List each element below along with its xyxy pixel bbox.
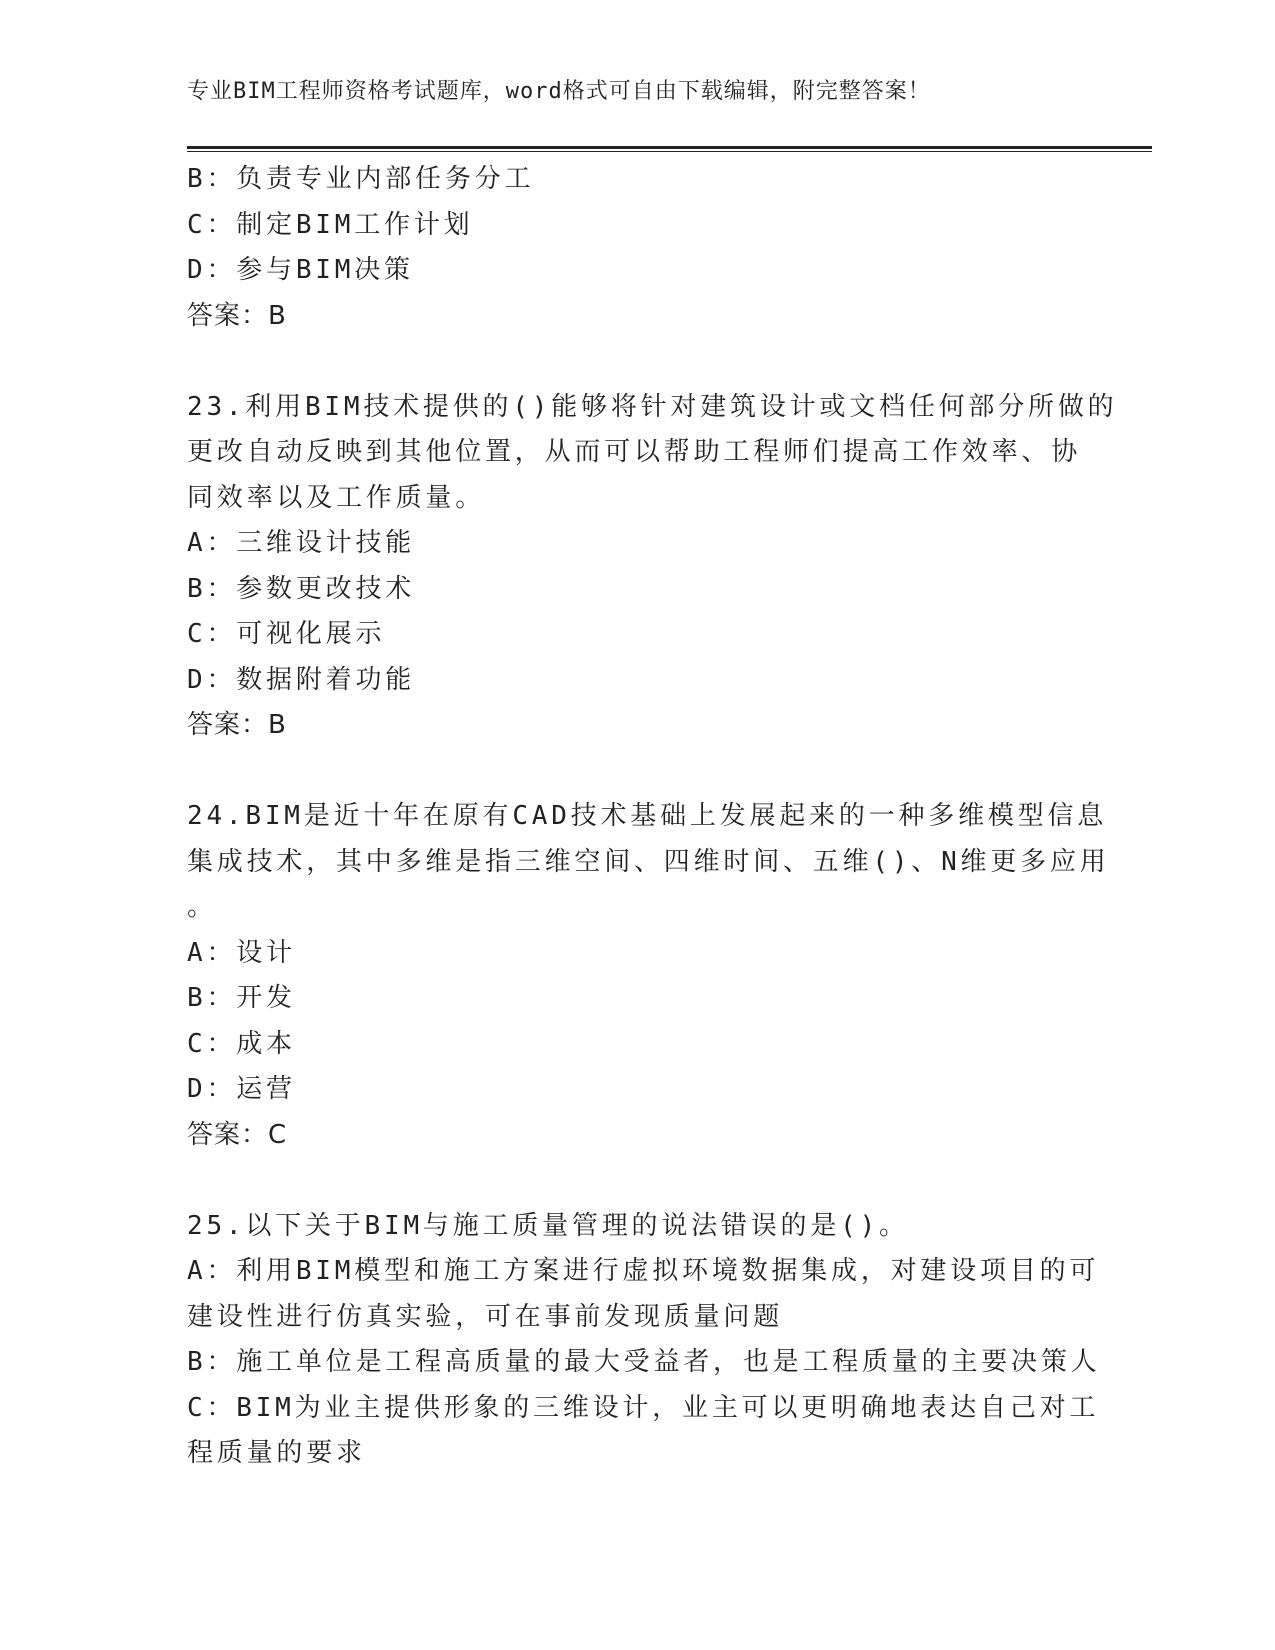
previous-question-tail [187, 157, 1087, 339]
option-d: D：数据附着功能 [187, 664, 416, 695]
option-c: C：制定BIM工作计划 [187, 209, 474, 240]
question-stem-line: 23.利用BIM技术提供的()能够将针对建筑设计或文档任何部分所做的 [187, 391, 1118, 422]
option-c: C：可视化展示 [187, 619, 386, 649]
option-c-continued: 程质量的要求 [187, 1438, 366, 1468]
question-stem-line: 25.以下关于BIM与施工质量管理的说法错误的是()。 [187, 1210, 909, 1241]
question-spacer [187, 339, 1087, 385]
answer-line: 答案：B [187, 300, 287, 331]
answer-line: 答案：B [187, 710, 287, 740]
question-24 [187, 794, 1110, 1158]
question-25 [187, 1204, 1101, 1477]
header-rule-thin [187, 151, 1152, 152]
question-spacer [187, 749, 1087, 795]
option-b: B：负责专业内部任务分工 [187, 164, 535, 194]
question-23 [187, 385, 1118, 749]
question-spacer [187, 1158, 1087, 1204]
option-a: A：设计 [187, 937, 296, 968]
question-stem-line: 集成技术，其中多维是指三维空间、四维时间、五维()、N维更多应用 [187, 846, 1110, 877]
option-b: B：开发 [187, 983, 296, 1013]
option-b: B：参数更改技术 [187, 573, 416, 604]
question-stem-line: 。 [187, 892, 217, 922]
option-b: B：施工单位是工程高质量的最大受益者，也是工程质量的主要决策人 [187, 1347, 1101, 1377]
page-header: 专业BIM工程师资格考试题库，word格式可自由下载编辑，附完整答案！ [187, 79, 931, 104]
option-a-continued: 建设性进行仿真实验，可在事前发现质量问题 [187, 1301, 784, 1332]
option-a: A：三维设计技能 [187, 528, 416, 558]
question-stem-line: 更改自动反映到其他位置，从而可以帮助工程师们提高工作效率、协 [187, 437, 1082, 467]
question-stem-line: 同效率以及工作质量。 [187, 482, 486, 513]
document-body [187, 157, 1118, 1477]
option-d: D：参与BIM决策 [187, 255, 414, 285]
option-c: C：成本 [187, 1028, 296, 1059]
option-d: D：运营 [187, 1074, 296, 1104]
answer-line: 答案：C [187, 1119, 288, 1150]
option-a: A：利用BIM模型和施工方案进行虚拟环境数据集成，对建设项目的可 [187, 1256, 1100, 1286]
question-stem-line: 24.BIM是近十年在原有CAD技术基础上发展起来的一种多维模型信息 [187, 801, 1108, 831]
option-c: C：BIM为业主提供形象的三维设计，业主可以更明确地表达自己对工 [187, 1392, 1100, 1423]
header-rule-thick [187, 146, 1152, 149]
